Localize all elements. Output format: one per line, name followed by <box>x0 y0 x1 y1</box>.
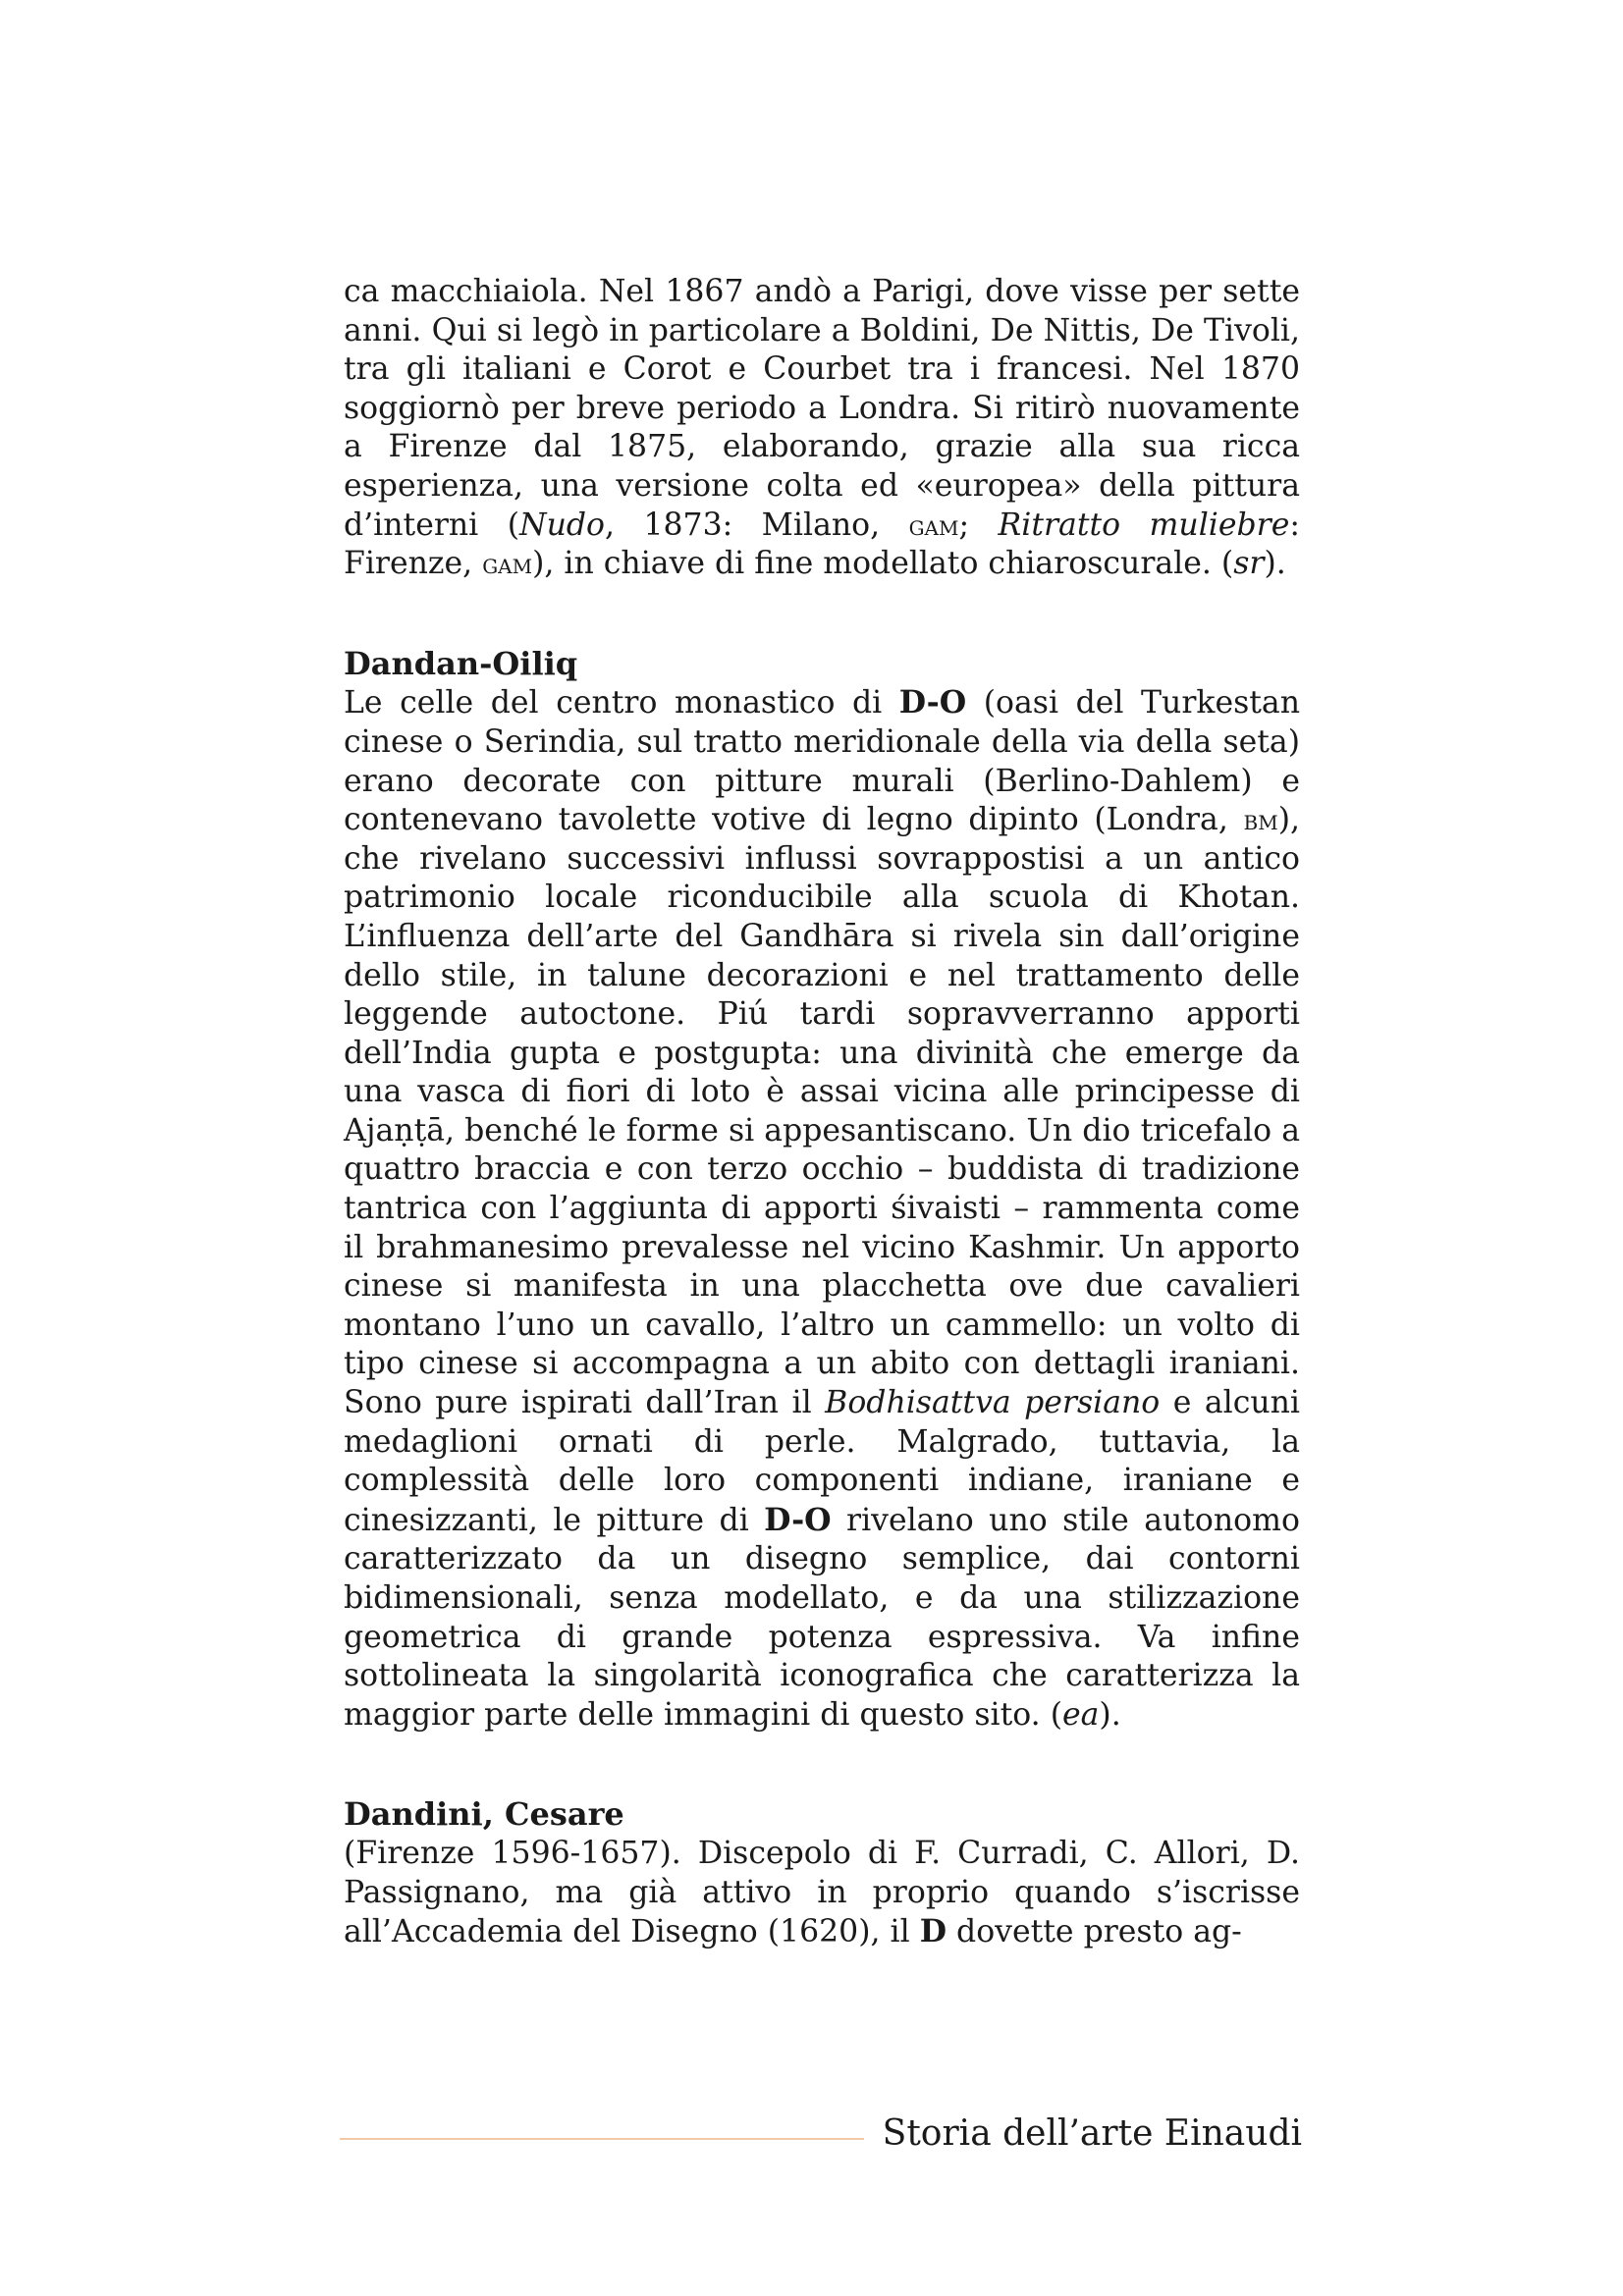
text-run: e alcuni medaglioni ornati di perle. Malgrado, tuttavia, la complessità delle loro componenti indiane, iraniane e cinesizzanti, le pitture di <box>344 1385 1300 1538</box>
museum-abbreviation: bm <box>1243 804 1278 837</box>
footer-rule <box>340 2138 864 2140</box>
footer-publication-title: Storia dell’arte Einaudi <box>882 2113 1302 2154</box>
text-run: dovette presto ag- <box>947 1914 1242 1950</box>
text-run: (oasi del Turkestan cinese o Serindia, sul tratto meridionale della via della seta) erano decorate con pitture murali (Berlino-Dahlem) e contenevano tavolette votive di legno dipinto (Londra, <box>344 685 1300 838</box>
artwork-title: Nudo <box>519 507 605 543</box>
text-run: rivelano uno stile autonomo caratterizzato da un disegno semplice, dai contorni bidimensionali, senza modellato, e da una stilizzazione geometrica di grande potenza espressiva. Va infine sottolineata la singolarità iconografica che caratterizza la maggior parte delle immagini di questo sito. ( <box>344 1502 1300 1733</box>
intro-paragraph <box>344 273 1300 584</box>
artwork-title: Bodhisattva persiano <box>825 1385 1161 1421</box>
text-run: Le celle del centro monastico di <box>344 685 899 721</box>
text-run: , 1873: Milano, <box>604 507 909 543</box>
author-initials: ea <box>1062 1696 1100 1733</box>
entry-title-dandini-cesare: Dandini, Cesare <box>344 1795 624 1834</box>
text-run: ). <box>1264 546 1286 582</box>
museum-abbreviation: gam <box>482 548 533 581</box>
entry-abbreviation: D-O <box>764 1501 832 1538</box>
text-column <box>344 273 1300 1952</box>
entry-body-dandini-cesare <box>344 1835 1300 1952</box>
author-initials: sr <box>1233 546 1265 582</box>
entry-abbreviation: D <box>919 1913 947 1950</box>
text-run: ca macchiaiola. Nel 1867 andò a Parigi, dove visse per sette anni. Qui si legò in particolare a Boldini, De Nittis, De Tivoli, tra gli italiani e Corot e Courbet tra i francesi. Nel 1870 soggiornò per breve periodo a Londra. Si ritirò nuovamente a Firenze dal 1875, elaborando, grazie alla sua ricca esperienza, una versione colta ed «europea» della pittura d’interni ( <box>344 274 1300 543</box>
museum-abbreviation: gam <box>908 508 959 542</box>
text-run: : Firenze, <box>344 507 1300 582</box>
text-run: (Firenze 1596-1657). Discepolo di F. Curradi, C. Allori, D. Passignano, ma già attivo in proprio quando s’iscrisse all’Accademia del Disegno (1620), il <box>344 1835 1300 1950</box>
entry-body-dandan-oiliq <box>344 683 1300 1735</box>
artwork-title: Ritratto muliebre <box>998 507 1290 543</box>
entry-title-dandan-oiliq: Dandan-Oiliq <box>344 644 578 682</box>
text-run: ), che rivelano successivi influssi sovrappostisi a un antico patrimonio locale riconducibile alla scuola di Khotan. L’influenza dell’arte del Gandhāra si rivela sin dall’origine dello stile, in talune decorazioni e nel trattamento delle leggende autoctone. Piú tardi sopravverranno apporti dell’India gupta e postgupta: una divinità che emerge da una vasca di fiori di loto è assai vicina alle principesse di Ajaṇṭā, benché le forme si appesantiscano. Un dio tricefalo a quattro braccia e con terzo occhio – buddista di tradizione tantrica con l’aggiunta di apporti śivaisti – rammenta come il brahmanesimo prevalesse nel vicino Kashmir. Un apporto cinese si manifesta in una placchetta ove due cavalieri montano l’uno un cavallo, l’altro un cammello: un volto di tipo cinese si accompagna a un abito con dettagli iraniani. Sono pure ispirati dall’Iran il <box>344 802 1300 1421</box>
text-run: ). <box>1099 1696 1121 1733</box>
entry-abbreviation: D-O <box>898 684 967 721</box>
text-run: ; <box>958 507 999 543</box>
text-run: ), in chiave di fine modellato chiaroscurale. ( <box>532 546 1234 582</box>
